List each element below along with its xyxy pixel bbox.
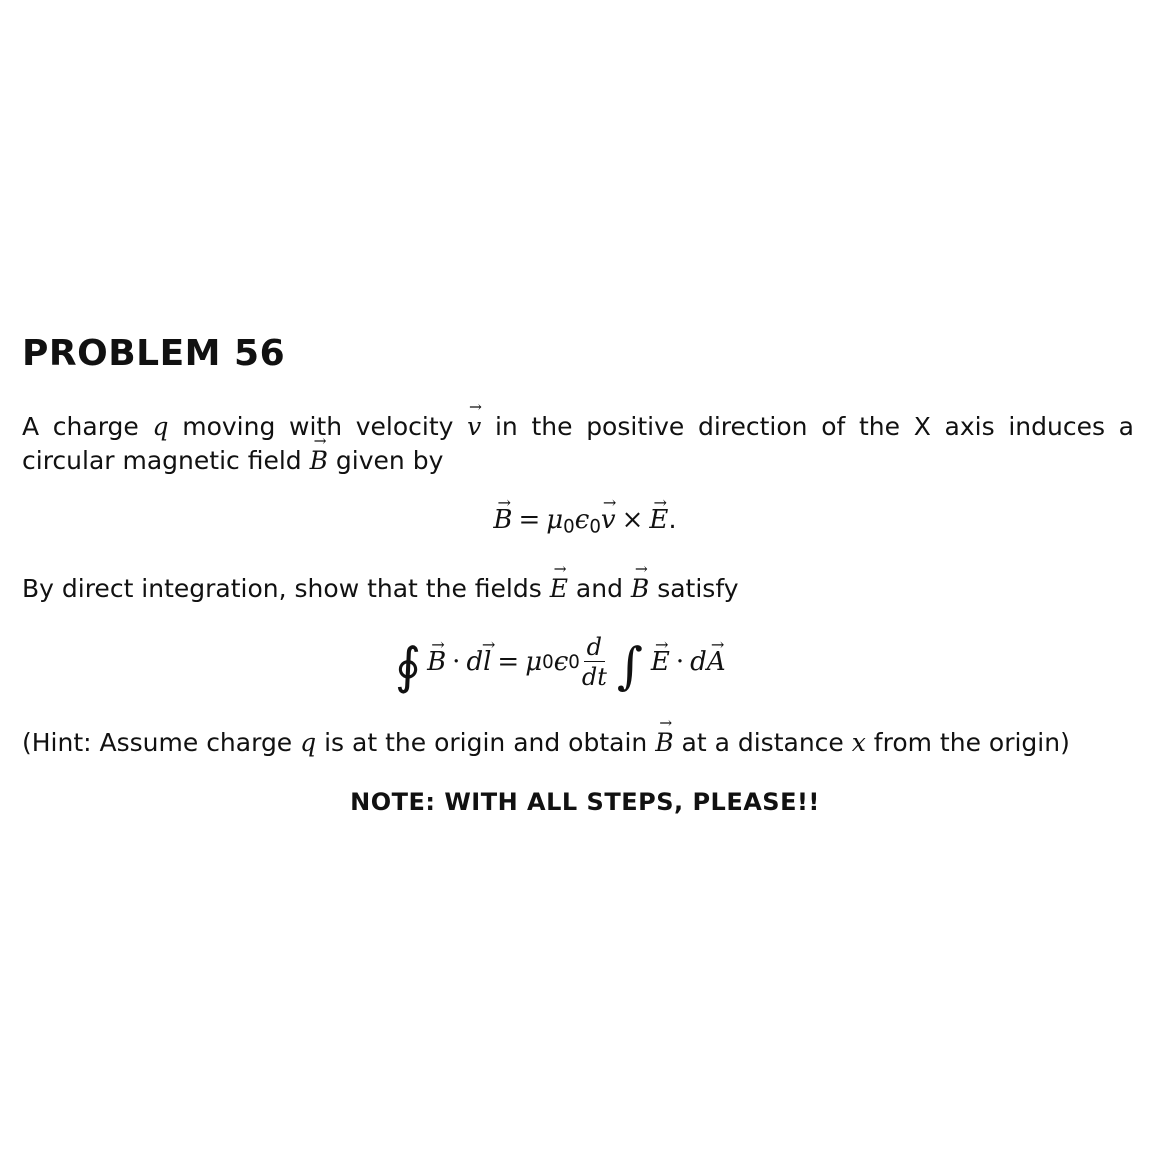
line-element-vector: l → — [483, 647, 491, 677]
electric-field-vector: E → — [649, 505, 668, 535]
magnetic-field-vector: B → — [427, 647, 446, 677]
instruction-fragment: satisfy — [649, 574, 739, 603]
magnetic-field-vector: B → — [310, 444, 328, 478]
hint-fragment: from the origin) — [865, 728, 1070, 757]
equals-sign: = — [518, 505, 541, 535]
differential-d: d — [466, 647, 484, 677]
mu-symbol: μ — [546, 505, 564, 535]
statement-text: A charge — [22, 412, 153, 441]
magnetic-field-vector: B → — [631, 572, 649, 606]
differential-d: d — [690, 647, 707, 677]
fraction-numerator: d — [584, 634, 605, 662]
instruction-fragment: and — [567, 574, 631, 603]
contour-integral-sign: ∮ — [395, 637, 422, 695]
statement-text: moving with velocity — [168, 412, 468, 441]
velocity-vector: v → — [467, 410, 481, 444]
hint-fragment: is at the origin and obtain — [316, 728, 656, 757]
subscript: 0 — [589, 516, 601, 538]
velocity-vector: v → — [601, 505, 616, 535]
surface-integral-sign: ∫ — [616, 637, 643, 695]
epsilon-symbol: ϵ — [553, 647, 569, 677]
field-equation — [0, 505, 1170, 538]
steps-note: NOTE: WITH ALL STEPS, PLEASE!! — [350, 788, 820, 816]
charge-symbol: q — [300, 728, 317, 757]
dot-operator: · — [452, 647, 461, 677]
fraction-denominator: dt — [581, 663, 607, 691]
electric-field-vector: E → — [550, 572, 568, 606]
equals-sign: = — [497, 647, 520, 677]
dot-operator: · — [675, 647, 685, 677]
mu-symbol: μ — [525, 647, 543, 677]
magnetic-field-vector: B → — [655, 726, 673, 760]
ampere-maxwell-equation — [395, 626, 726, 698]
subscript: 0 — [568, 651, 580, 673]
electric-field-vector: E → — [651, 647, 670, 677]
cross-product-sign: × — [621, 505, 644, 535]
instruction-text — [22, 572, 1134, 606]
hint-fragment: (Hint: Assume charge — [22, 728, 301, 757]
distance-symbol: x — [851, 728, 866, 757]
statement-text: in the positive direction of the X axis induces a circular magnetic field — [22, 412, 1134, 475]
problem-statement — [22, 410, 1134, 478]
time-derivative-fraction — [582, 634, 607, 690]
problem-title: PROBLEM 56 — [22, 333, 286, 374]
subscript: 0 — [563, 516, 575, 538]
hint-text — [22, 726, 1134, 760]
subscript: 0 — [542, 651, 554, 673]
period: . — [668, 505, 677, 535]
statement-text: given by — [327, 446, 444, 475]
instruction-fragment: By direct integration, show that the fields — [22, 574, 550, 603]
epsilon-symbol: ϵ — [574, 505, 590, 535]
area-element-vector: A → — [707, 647, 726, 677]
charge-symbol: q — [152, 412, 169, 441]
hint-fragment: at a distance — [673, 728, 852, 757]
magnetic-field-vector: B → — [493, 505, 512, 535]
